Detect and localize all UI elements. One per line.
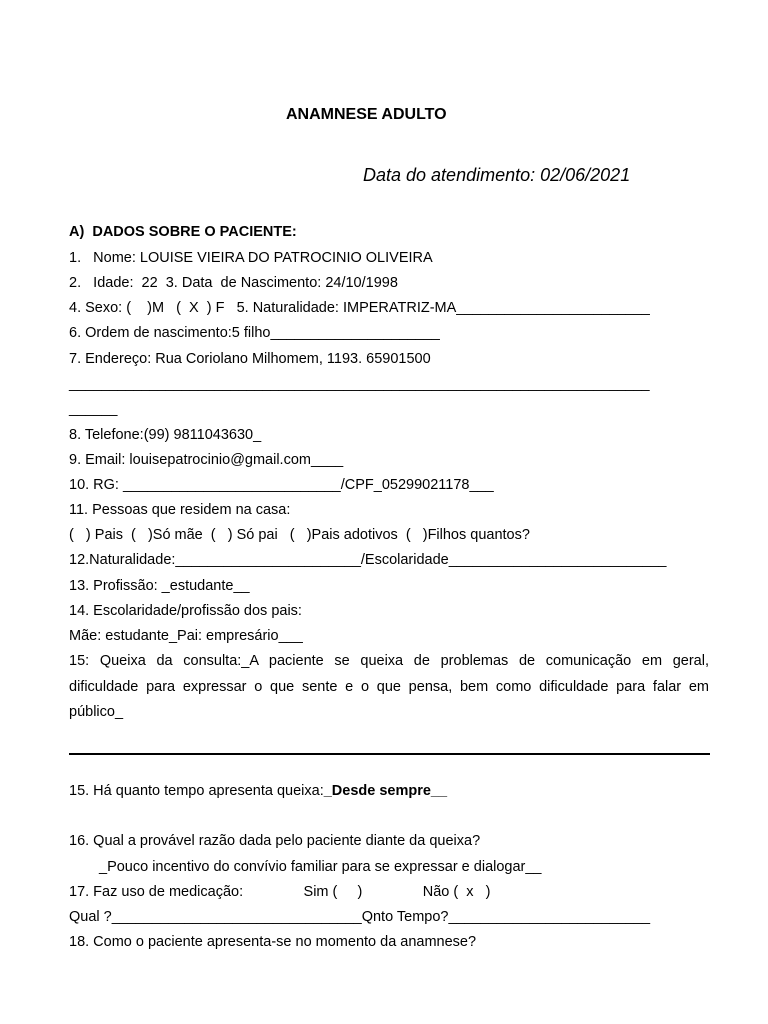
complaint-line-2: dificuldade para expressar o que sente e o que pensa, bem como dificuldade para falar em [69,679,709,695]
section-heading: A) DADOS SOBRE O PACIENTE: [69,224,297,240]
field-address-blank: ________________________________________________________________________ [69,376,650,392]
field-phone: 8. Telefone:(99) 9811043630_ [69,427,262,443]
field-household-options: ( ) Pais ( )Só mãe ( ) Só pai ( )Pais adotivos ( )Filhos quantos? [69,527,530,543]
field-name: 1. Nome: LOUISE VIEIRA DO PATROCINIO OLIVEIRA [69,250,433,266]
field-parents-education: 14. Escolaridade/profissão dos pais: [69,603,302,619]
document-title: ANAMNESE ADULTO [286,106,447,123]
probable-reason-answer: _Pouco incentivo do convívio familiar para se expressar e dialogar__ [99,859,542,875]
field-age-birthdate: 2. Idade: 22 3. Data de Nascimento: 24/10/1998 [69,275,398,291]
complaint-duration-label: 15. Há quanto tempo apresenta queixa: [69,783,324,799]
attendance-date: Data do atendimento: 02/06/2021 [363,165,631,185]
field-parents-answer: Mãe: estudante_Pai: empresário___ [69,628,303,644]
complaint-duration [69,782,447,800]
probable-reason-question: 16. Qual a provável razão dada pelo paciente diante da queixa? [69,833,481,849]
medication-question: 17. Faz uso de medicação: Sim ( ) Não ( x ) [69,884,491,900]
complaint-line-3: público_ [69,704,124,720]
field-profession: 13. Profissão: _estudante__ [69,578,250,594]
field-rg-cpf: 10. RG: ___________________________/CPF_05299021178___ [69,477,494,493]
medication-which-duration: Qual ?_______________________________Qnto Tempo?_________________________ [69,909,651,925]
field-email: 9. Email: louisepatrocinio@gmail.com____ [69,452,344,468]
presentation-question: 18. Como o paciente apresenta-se no momento da anamnese? [69,934,477,950]
field-address: 7. Endereço: Rua Coriolano Milhomem, 1193. 65901500 [69,351,431,367]
field-birth-order: 6. Ordem de nascimento:5 filho_____________________ [69,325,440,341]
horizontal-rule [69,753,710,755]
field-address-blank-cont: ______ [69,401,118,417]
complaint-line-1: 15: Queixa da consulta:_A paciente se queixa de problemas de comunicação em geral, [69,653,709,669]
field-sex-naturality: 4. Sexo: ( )M ( X ) F 5. Naturalidade: IMPERATRIZ-MA________________________ [69,300,650,316]
field-naturality-schooling: 12.Naturalidade:_______________________/Escolaridade___________________________ [69,552,667,568]
complaint-duration-answer: _Desde sempre__ [323,783,448,799]
field-household: 11. Pessoas que residem na casa: [69,502,291,518]
